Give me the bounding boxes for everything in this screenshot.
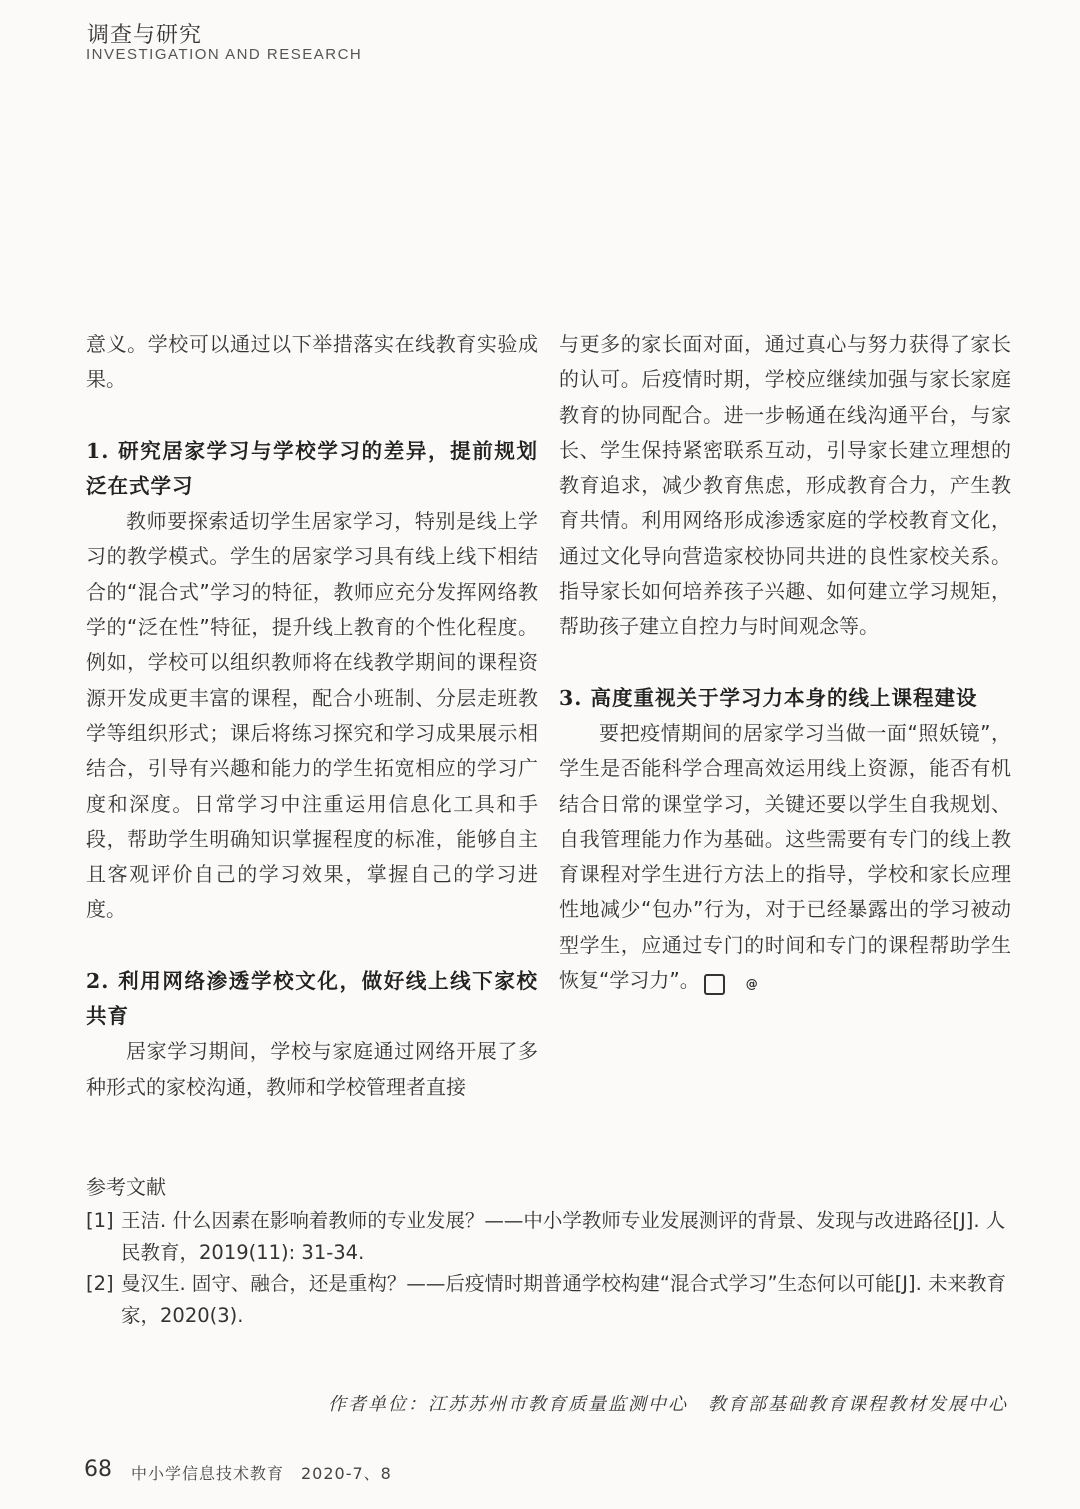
article-end-icon: @ <box>704 974 725 995</box>
journal-footer: 中小学信息技术教育 2020-7、8 <box>131 1464 392 1483</box>
author-affiliation: 作者单位：江苏苏州市教育质量监测中心 教育部基础教育课程教材发展中心 <box>328 1394 1008 1415</box>
reference-text: 王洁. 什么因素在影响着教师的专业发展？——中小学教师专业发展测评的背景、发现与改进路径[J]. 人民教育，2019(11): 31-34. <box>121 1209 1006 1264</box>
reference-item <box>86 1205 1012 1268</box>
left-column <box>86 327 538 1105</box>
section1-heading: 1. 研究居家学习与学校学习的差异，提前规划泛在式学习 <box>86 438 538 498</box>
continuation-paragraph: 与更多的家长面对面，通过真心与努力获得了家长的认可。后疫情时期，学校应继续加强与家长家庭教育的协同配合。进一步畅通在线沟通平台，与家长、学生保持紧密联系互动，引导家长建立理想的教育追求，减少教育焦虑，形成教育合力，产生教育共情。利用网络形成渗透家庭的学校教育文化，通过文化导向营造家校协同共进的良性家校关系。指导家长如何培养孩子兴趣、如何建立学习规矩，帮助孩子建立自控力与时间观念等。 <box>559 332 1011 639</box>
reference-number: [1] <box>86 1209 114 1232</box>
intro-paragraph: 意义。学校可以通过以下举措落实在线教育实验成果。 <box>86 332 538 392</box>
section2-body: 居家学习期间，学校与家庭通过网络开展了多种形式的家校沟通，教师和学校管理者直接 <box>86 1039 538 1099</box>
section2-heading: 2. 利用网络渗透学校文化，做好线上线下家校共育 <box>86 968 538 1029</box>
section3-heading: 3. 高度重视关于学习力本身的线上课程建设 <box>559 685 978 710</box>
section-header-subtitle: INVESTIGATION AND RESEARCH <box>86 46 363 63</box>
references-title: 参考文献 <box>86 1175 166 1199</box>
page-number: 68 <box>84 1457 112 1482</box>
reference-text: 曼汉生. 固守、融合，还是重构？——后疫情时期普通学校构建“混合式学习”生态何以可能[J]. 未来教育家，2020(3). <box>121 1272 1006 1327</box>
section1-body: 教师要探索适切学生居家学习，特别是线上学习的教学模式。学生的居家学习具有线上线下相结合的“混合式”学习的特征，教师应充分发挥网络教学的“泛在性”特征，提升线上教育的个性化程度。例如，学校可以组织教师将在线教学期间的课程资源开发成更丰富的课程，配合小班制、分层走班教学等组织形式；课后将练习探究和学习成果展示相结合，引导有兴趣和能力的学生拓宽相应的学习广度和深度。日常学习中注重运用信息化工具和手段，帮助学生明确知识掌握程度的标准，能够自主且客观评价自己的学习效果，掌握自己的学习进度。 <box>86 509 538 922</box>
right-column <box>559 327 1011 998</box>
references-section <box>86 1171 1012 1331</box>
section3-body: 要把疫情期间的居家学习当做一面“照妖镜”，学生是否能科学合理高效运用线上资源，能否有机结合日常的课堂学习，关键还要以学生自我规划、自我管理能力作为基础。这些需要有专门的线上教育课程对学生进行方法上的指导，学校和家长应理性地减少“包办”行为，对于已经暴露出的学习被动型学生，应通过专门的时间和专门的课程帮助学生恢复“学习力”。 <box>559 720 1011 993</box>
section-header-title: 调查与研究 <box>87 23 203 48</box>
reference-number: [2] <box>86 1272 114 1295</box>
reference-item <box>86 1268 1012 1331</box>
section3-paragraph <box>559 716 1011 998</box>
